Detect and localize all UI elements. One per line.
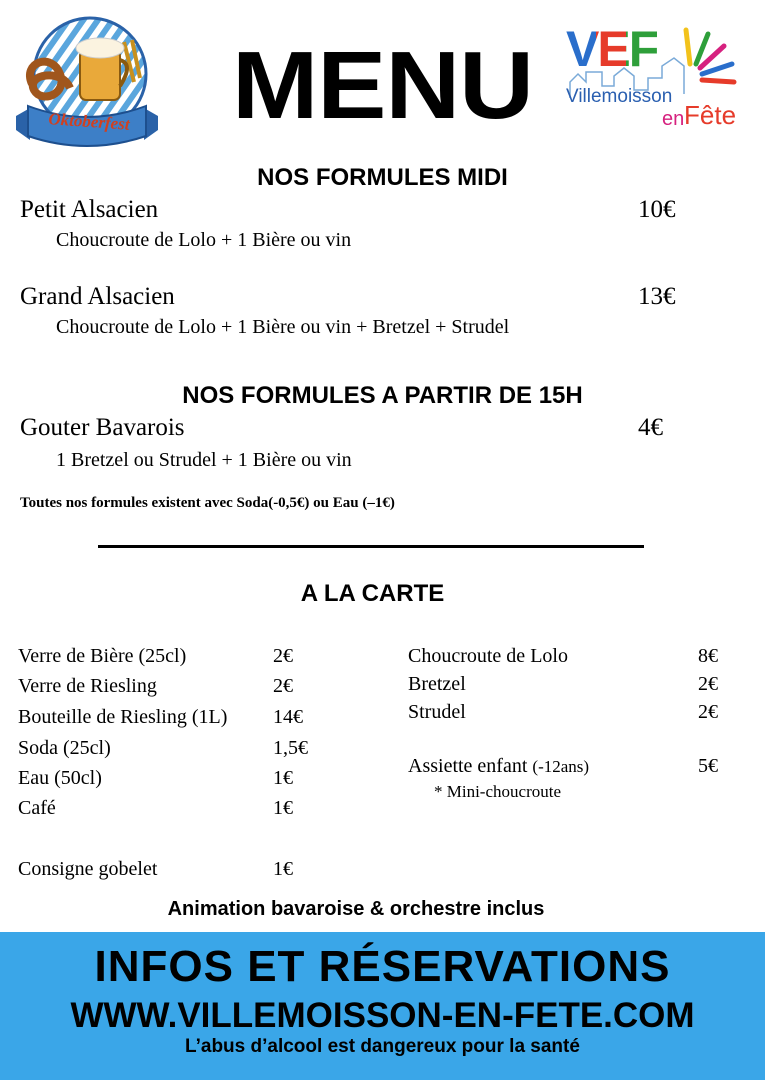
carte-item-name: Bouteille de Riesling (1L) <box>18 706 228 728</box>
grand-alsacien-name: Grand Alsacien <box>20 283 175 310</box>
carte-item-name: Verre de Riesling <box>18 675 157 697</box>
carte-item-name: Bretzel <box>408 673 466 695</box>
petit-alsacien-price: 10€ <box>638 196 676 223</box>
carte-item-name: Eau (50cl) <box>18 767 102 789</box>
assiette-enfant <box>408 755 589 778</box>
carte-item-name: Verre de Bière (25cl) <box>18 645 187 667</box>
gouter-bavarois-desc: 1 Bretzel ou Strudel + 1 Bière ou vin <box>56 449 352 471</box>
carte-item-price: 1€ <box>273 797 293 819</box>
carte-item-price: 2€ <box>273 645 293 667</box>
carte-item-price: 2€ <box>698 701 718 723</box>
footer-url[interactable]: WWW.VILLEMOISSON-EN-FETE.COM <box>70 996 695 1035</box>
carte-item-price: 2€ <box>698 673 718 695</box>
vef-letters: VEF <box>566 21 658 77</box>
carte-item-price: 14€ <box>273 706 303 728</box>
vef-logo-line1: Villemoisson <box>566 86 673 107</box>
carte-item-price: 2€ <box>273 675 293 697</box>
assiette-enfant-suffix: (-12ans) <box>532 757 590 776</box>
vef-logo-letters <box>566 20 657 78</box>
carte-item-name: Café <box>18 797 56 819</box>
animation-text: Animation bavaroise & orchestre inclus <box>167 898 545 920</box>
carte-item-price: 1€ <box>273 767 293 789</box>
assiette-enfant-price: 5€ <box>698 755 718 777</box>
petit-alsacien-name: Petit Alsacien <box>20 196 159 223</box>
footer-title: INFOS ET RÉSERVATIONS <box>94 942 671 991</box>
gouter-bavarois-name: Gouter Bavarois <box>20 414 185 441</box>
vef-logo <box>562 16 742 136</box>
grand-alsacien-price: 13€ <box>638 283 676 310</box>
page-title: MENU <box>232 32 533 139</box>
formules-note: Toutes nos formules existent avec Soda(-0,5€) ou Eau (–1€) <box>20 495 395 511</box>
petit-alsacien-desc: Choucroute de Lolo + 1 Bière ou vin <box>56 229 352 251</box>
assiette-enfant-detail: * Mini-choucroute <box>434 782 561 801</box>
assiette-enfant-name: Assiette enfant <box>408 755 528 777</box>
formules-15h-heading: NOS FORMULES A PARTIR DE 15H <box>182 382 583 409</box>
carte-item-price: 1,5€ <box>273 737 308 759</box>
carte-item-name: Choucroute de Lolo <box>408 645 568 667</box>
divider <box>98 545 644 548</box>
grand-alsacien-desc: Choucroute de Lolo + 1 Bière ou vin + Bretzel + Strudel <box>56 316 510 338</box>
carte-item-name: Soda (25cl) <box>18 737 111 759</box>
vef-logo-line2a: en <box>662 108 685 130</box>
vef-logo-line2b: Fête <box>684 100 737 130</box>
carte-item-price: 8€ <box>698 645 718 667</box>
footer-warning: L’abus d’alcool est dangereux pour la santé <box>185 1036 580 1057</box>
formules-midi-heading: NOS FORMULES MIDI <box>257 164 508 191</box>
consigne-gobelet-name: Consigne gobelet <box>18 858 158 880</box>
carte-heading: A LA CARTE <box>300 580 445 607</box>
carte-item-name: Strudel <box>408 701 466 723</box>
oktoberfest-logo-text: Oktoberfest <box>47 109 131 134</box>
gouter-bavarois-price: 4€ <box>638 414 663 441</box>
consigne-gobelet-price: 1€ <box>273 858 293 880</box>
